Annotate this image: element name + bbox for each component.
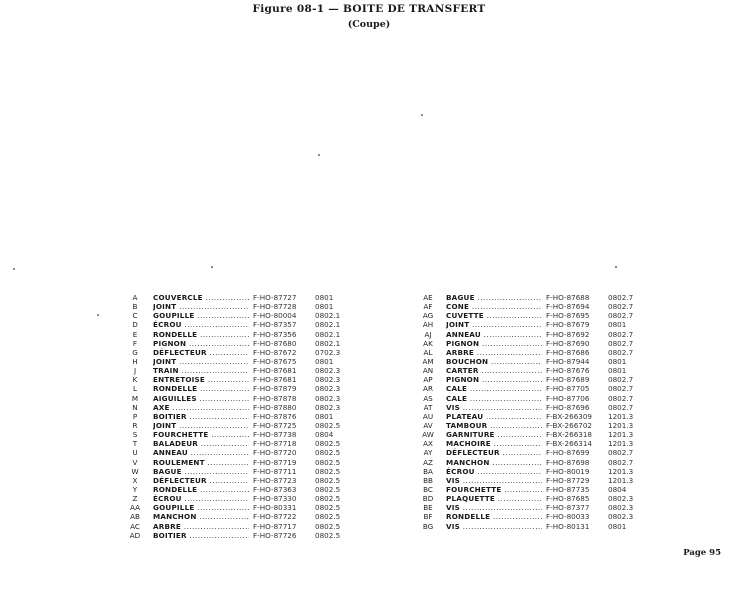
part-row [419, 512, 638, 521]
part-group: 0802.7 [608, 384, 634, 394]
part-row [126, 394, 345, 403]
part-code: BD [422, 494, 434, 504]
part-code: X [132, 475, 138, 485]
part-reference: F-HO-87690 [546, 338, 590, 348]
part-row [126, 348, 345, 357]
part-group: 0802.7 [608, 375, 634, 385]
part-row [419, 503, 638, 512]
scan-speck [421, 114, 423, 116]
part-code: AD [129, 530, 141, 540]
part-name: BOUCHON ..... [446, 357, 542, 366]
part-group: 0802.3 [315, 393, 341, 403]
part-group: 0802.3 [315, 402, 341, 412]
part-name: AIGUILLES ..... [153, 394, 249, 403]
part-code: AZ [423, 457, 433, 467]
part-row [126, 439, 345, 448]
part-group: 0802.5 [315, 530, 341, 540]
part-name: ÉCROU ..... [446, 467, 542, 476]
part-name: DÉFLECTEUR ..... [153, 348, 249, 357]
part-reference: F-HO-87680 [253, 338, 297, 348]
part-reference: F-HO-87694 [546, 302, 590, 312]
part-row [419, 293, 638, 302]
part-reference: F-HO-87685 [546, 494, 590, 504]
part-code: M [131, 393, 139, 403]
part-name: MANCHON ..... [446, 458, 542, 467]
part-row [126, 522, 345, 531]
part-name: CALE ..... [446, 394, 542, 403]
part-group: 1201.3 [608, 439, 634, 449]
part-group: 0802.7 [608, 457, 634, 467]
part-row [419, 439, 638, 448]
scan-speck [318, 154, 320, 156]
part-name: JOINT ..... [446, 320, 542, 329]
part-name: MANCHON ..... [153, 512, 249, 521]
part-row [126, 512, 345, 521]
part-row [126, 403, 345, 412]
part-group: 0802.3 [608, 503, 634, 513]
part-name: ANNEAU ..... [446, 330, 542, 339]
part-group: 0802.7 [608, 329, 634, 339]
part-code: D [132, 320, 138, 330]
part-group: 0801 [315, 356, 334, 366]
part-group: 0802.5 [315, 466, 341, 476]
part-row [126, 430, 345, 439]
part-reference: F-BX-266309 [546, 411, 592, 421]
part-code: AH [422, 320, 434, 330]
part-code: W [131, 466, 139, 476]
part-code: AY [423, 448, 433, 458]
figure-title: Figure 08-1 — BOITE DE TRANSFERT [252, 3, 486, 15]
scan-speck [615, 266, 617, 268]
part-code: T [132, 439, 138, 449]
part-code: BA [423, 466, 433, 476]
figure-subtitle: (Coupe) [347, 19, 391, 30]
part-name: RONDELLE ..... [153, 384, 249, 393]
part-group: 0802.5 [315, 512, 341, 522]
part-code: U [132, 448, 138, 458]
part-name: CUVETTE ..... [446, 311, 542, 320]
part-group: 0801 [315, 411, 334, 421]
part-reference: F-HO-87944 [546, 356, 590, 366]
part-code: AT [423, 402, 433, 412]
part-reference: F-HO-87695 [546, 311, 590, 321]
part-name: MACHOIRE ..... [446, 439, 542, 448]
part-row [419, 467, 638, 476]
parts-list-right [419, 293, 638, 531]
part-group: 0802.5 [315, 475, 341, 485]
part-code: S [132, 430, 138, 440]
part-reference: F-HO-87377 [546, 503, 590, 513]
part-row [419, 494, 638, 503]
part-reference: F-HO-87727 [253, 293, 297, 302]
part-group: 0802.5 [315, 503, 341, 513]
part-name: DÉFLECTEUR ..... [153, 476, 249, 485]
part-code: AE [423, 293, 433, 302]
part-reference: F-HO-80131 [546, 521, 590, 531]
part-reference: F-HO-87357 [253, 320, 297, 330]
part-reference: F-HO-87738 [253, 430, 297, 440]
part-name: GARNITURE ..... [446, 430, 542, 439]
part-name: FOURCHETTE ..... [446, 485, 542, 494]
part-row [126, 458, 345, 467]
part-row [126, 384, 345, 393]
part-code: G [132, 347, 138, 357]
part-code: A [132, 293, 138, 302]
part-code: H [132, 356, 138, 366]
part-group: 1201.3 [608, 475, 634, 485]
part-name: AXE ..... [153, 403, 249, 412]
part-reference: F-HO-80004 [253, 311, 297, 321]
part-row [419, 522, 638, 531]
part-name: BAGUE ..... [446, 293, 542, 302]
part-row [126, 503, 345, 512]
part-code: K [132, 375, 138, 385]
part-group: 0802.7 [608, 302, 634, 312]
part-row [126, 366, 345, 375]
part-code: Y [132, 484, 138, 494]
part-code: AB [130, 512, 140, 522]
part-group: 0801 [315, 293, 334, 302]
part-row [419, 366, 638, 375]
part-reference: F-HO-87722 [253, 512, 297, 522]
part-row [419, 330, 638, 339]
part-reference: F-HO-87717 [253, 521, 297, 531]
part-reference: F-HO-80033 [546, 512, 590, 522]
part-reference: F-HO-87681 [253, 375, 297, 385]
part-group: 0802.3 [608, 512, 634, 522]
part-reference: F-HO-87878 [253, 393, 297, 403]
part-row [419, 458, 638, 467]
part-row [419, 375, 638, 384]
part-row [419, 348, 638, 357]
part-reference: F-BX-266314 [546, 439, 592, 449]
part-code: B [132, 302, 138, 312]
part-group: 0802.7 [608, 448, 634, 458]
part-reference: F-HO-87363 [253, 484, 297, 494]
part-group: 0802.1 [315, 320, 341, 330]
part-reference: F-HO-80331 [253, 503, 297, 513]
part-code: AW [422, 430, 434, 440]
part-group: 1201.3 [608, 430, 634, 440]
part-group: 0801 [608, 320, 627, 330]
part-name: FOURCHETTE ..... [153, 430, 249, 439]
part-code: AJ [424, 329, 432, 339]
part-code: BF [423, 512, 433, 522]
part-name: VIS ..... [446, 476, 542, 485]
part-row [419, 421, 638, 430]
part-group: 0802.7 [608, 402, 634, 412]
scan-speck [13, 268, 15, 270]
part-name: JOINT ..... [153, 357, 249, 366]
part-name: CARTER ..... [446, 366, 542, 375]
part-row [126, 448, 345, 457]
part-name: RONDELLE ..... [153, 330, 249, 339]
part-reference: F-BX-266702 [546, 420, 592, 430]
part-reference: F-HO-87706 [546, 393, 590, 403]
part-row [419, 476, 638, 485]
part-code: Z [132, 494, 138, 504]
part-code: AS [423, 393, 433, 403]
part-code: AF [423, 302, 433, 312]
part-code: E [132, 329, 138, 339]
part-name: BOITIER ..... [153, 531, 249, 540]
part-code: AL [423, 347, 433, 357]
part-reference: F-HO-87705 [546, 384, 590, 394]
part-reference: F-HO-87880 [253, 402, 297, 412]
part-group: 0802.3 [315, 366, 341, 376]
part-reference: F-BX-266318 [546, 430, 592, 440]
part-name: JOINT ..... [153, 302, 249, 311]
part-reference: F-HO-80019 [546, 466, 590, 476]
part-row [419, 430, 638, 439]
part-reference: F-HO-87879 [253, 384, 297, 394]
part-group: 0802.1 [315, 329, 341, 339]
part-row [419, 394, 638, 403]
part-row [419, 384, 638, 393]
part-reference: F-HO-87719 [253, 457, 297, 467]
part-row [419, 311, 638, 320]
part-code: N [132, 402, 138, 412]
part-reference: F-HO-87725 [253, 420, 297, 430]
part-code: C [132, 311, 138, 321]
part-code: AN [422, 366, 434, 376]
part-code: AM [422, 356, 434, 366]
part-code: P [132, 411, 138, 421]
part-reference: F-HO-87723 [253, 475, 297, 485]
part-reference: F-HO-87698 [546, 457, 590, 467]
part-reference: F-HO-87711 [253, 466, 297, 476]
part-code: BE [423, 503, 433, 513]
part-row [419, 357, 638, 366]
part-code: V [132, 457, 138, 467]
part-group: 0802.3 [608, 494, 634, 504]
part-code: R [132, 420, 138, 430]
part-code: AU [422, 411, 434, 421]
part-row [126, 494, 345, 503]
part-group: 0802.7 [608, 347, 634, 357]
part-reference: F-HO-87679 [546, 320, 590, 330]
part-group: 0801 [315, 302, 334, 312]
part-name: PIGNON ..... [153, 339, 249, 348]
part-reference: F-HO-87688 [546, 293, 590, 302]
part-name: DÉFLECTEUR ..... [446, 448, 542, 457]
part-name: PIGNON ..... [446, 339, 542, 348]
part-code: AA [129, 503, 141, 513]
part-name: ÉCROU ..... [153, 320, 249, 329]
part-name: ARBRE ..... [153, 522, 249, 531]
page-number: Page 95 [683, 548, 721, 558]
part-row [126, 293, 345, 302]
part-code: BG [422, 521, 434, 531]
part-code: AX [423, 439, 433, 449]
part-group: 1201.3 [608, 411, 634, 421]
part-group: 0802.7 [608, 293, 634, 302]
part-reference: F-HO-87718 [253, 439, 297, 449]
part-group: 0802.1 [315, 311, 341, 321]
part-code: AP [423, 375, 433, 385]
part-reference: F-HO-87689 [546, 375, 590, 385]
part-row [126, 485, 345, 494]
part-name: ARBRE ..... [446, 348, 542, 357]
part-row [126, 476, 345, 485]
part-name: VIS ..... [446, 403, 542, 412]
part-row [419, 448, 638, 457]
part-group: 0802.5 [315, 521, 341, 531]
part-group: 0802.5 [315, 420, 341, 430]
part-code: BC [423, 484, 433, 494]
part-name: JOINT ..... [153, 421, 249, 430]
part-row [419, 302, 638, 311]
part-code: AK [423, 338, 433, 348]
part-row [419, 339, 638, 348]
part-name: ÉCROU ..... [153, 494, 249, 503]
part-reference: F-HO-87356 [253, 329, 297, 339]
scan-speck [97, 314, 99, 316]
part-group: 1201.3 [608, 420, 634, 430]
part-code: BB [423, 475, 433, 485]
part-group: 1201.3 [608, 466, 634, 476]
part-row [419, 485, 638, 494]
part-row [126, 339, 345, 348]
part-code: AV [423, 420, 433, 430]
part-reference: F-HO-87330 [253, 494, 297, 504]
part-name: TAMBOUR ..... [446, 421, 542, 430]
part-group: 0802.5 [315, 494, 341, 504]
part-name: GOUPILLE ..... [153, 311, 249, 320]
part-name: GOUPILLE ..... [153, 503, 249, 512]
part-group: 0802.5 [315, 448, 341, 458]
part-group: 0802.7 [608, 311, 634, 321]
part-name: BOITIER ..... [153, 412, 249, 421]
part-reference: F-HO-87726 [253, 530, 297, 540]
part-name: PIGNON ..... [446, 375, 542, 384]
part-name: RONDELLE ..... [446, 512, 542, 521]
part-reference: F-HO-87696 [546, 402, 590, 412]
part-name: ENTRETOISE ..... [153, 375, 249, 384]
part-group: 0802.5 [315, 439, 341, 449]
part-name: VIS ..... [446, 503, 542, 512]
part-name: BALADEUR ..... [153, 439, 249, 448]
part-row [126, 302, 345, 311]
part-reference: F-HO-87676 [546, 366, 590, 376]
part-group: 0801 [608, 521, 627, 531]
part-reference: F-HO-87720 [253, 448, 297, 458]
part-row [419, 412, 638, 421]
part-row [126, 412, 345, 421]
part-code: AR [423, 384, 433, 394]
part-code: AC [130, 521, 140, 531]
part-group: 0801 [608, 366, 627, 376]
part-reference: F-HO-87686 [546, 347, 590, 357]
part-name: ANNEAU ..... [153, 448, 249, 457]
part-group: 0804 [608, 484, 627, 494]
part-name: TRAIN ..... [153, 366, 249, 375]
part-group: 0702.3 [315, 347, 341, 357]
part-group: 0802.1 [315, 338, 341, 348]
part-name: CONE ..... [446, 302, 542, 311]
part-row [126, 375, 345, 384]
part-name: PLATEAU ..... [446, 412, 542, 421]
part-group: 0802.5 [315, 484, 341, 494]
part-name: ROULEMENT ..... [153, 458, 249, 467]
part-group: 0802.5 [315, 457, 341, 467]
part-row [126, 311, 345, 320]
part-name: VIS ..... [446, 522, 542, 531]
part-row [126, 320, 345, 329]
part-name: COUVERCLE ..... [153, 293, 249, 302]
part-name: CALE ..... [446, 384, 542, 393]
part-group: 0801 [608, 356, 627, 366]
part-group: 0802.3 [315, 375, 341, 385]
part-code: AG [422, 311, 434, 321]
part-reference: F-HO-87675 [253, 356, 297, 366]
parts-list-left [126, 293, 345, 540]
part-group: 0802.3 [315, 384, 341, 394]
part-reference: F-HO-87681 [253, 366, 297, 376]
part-group: 0804 [315, 430, 334, 440]
part-row [126, 467, 345, 476]
part-row [126, 330, 345, 339]
part-reference: F-HO-87729 [546, 475, 590, 485]
part-row [126, 421, 345, 430]
part-reference: F-HO-87728 [253, 302, 297, 312]
scan-speck [211, 266, 213, 268]
part-row [419, 320, 638, 329]
part-name: RONDELLE ..... [153, 485, 249, 494]
part-code: L [132, 384, 137, 394]
part-reference: F-HO-87735 [546, 484, 590, 494]
part-group: 0802.7 [608, 393, 634, 403]
part-reference: F-HO-87692 [546, 329, 590, 339]
part-code: F [132, 338, 138, 348]
part-row [419, 403, 638, 412]
part-group: 0802.7 [608, 338, 634, 348]
part-reference: F-HO-87672 [253, 347, 297, 357]
part-name: BAGUE ..... [153, 467, 249, 476]
part-row [126, 531, 345, 540]
part-code: J [133, 366, 137, 376]
part-reference: F-HO-87876 [253, 411, 297, 421]
part-name: PLAQUETTE ..... [446, 494, 542, 503]
part-row [126, 357, 345, 366]
part-reference: F-HO-87699 [546, 448, 590, 458]
